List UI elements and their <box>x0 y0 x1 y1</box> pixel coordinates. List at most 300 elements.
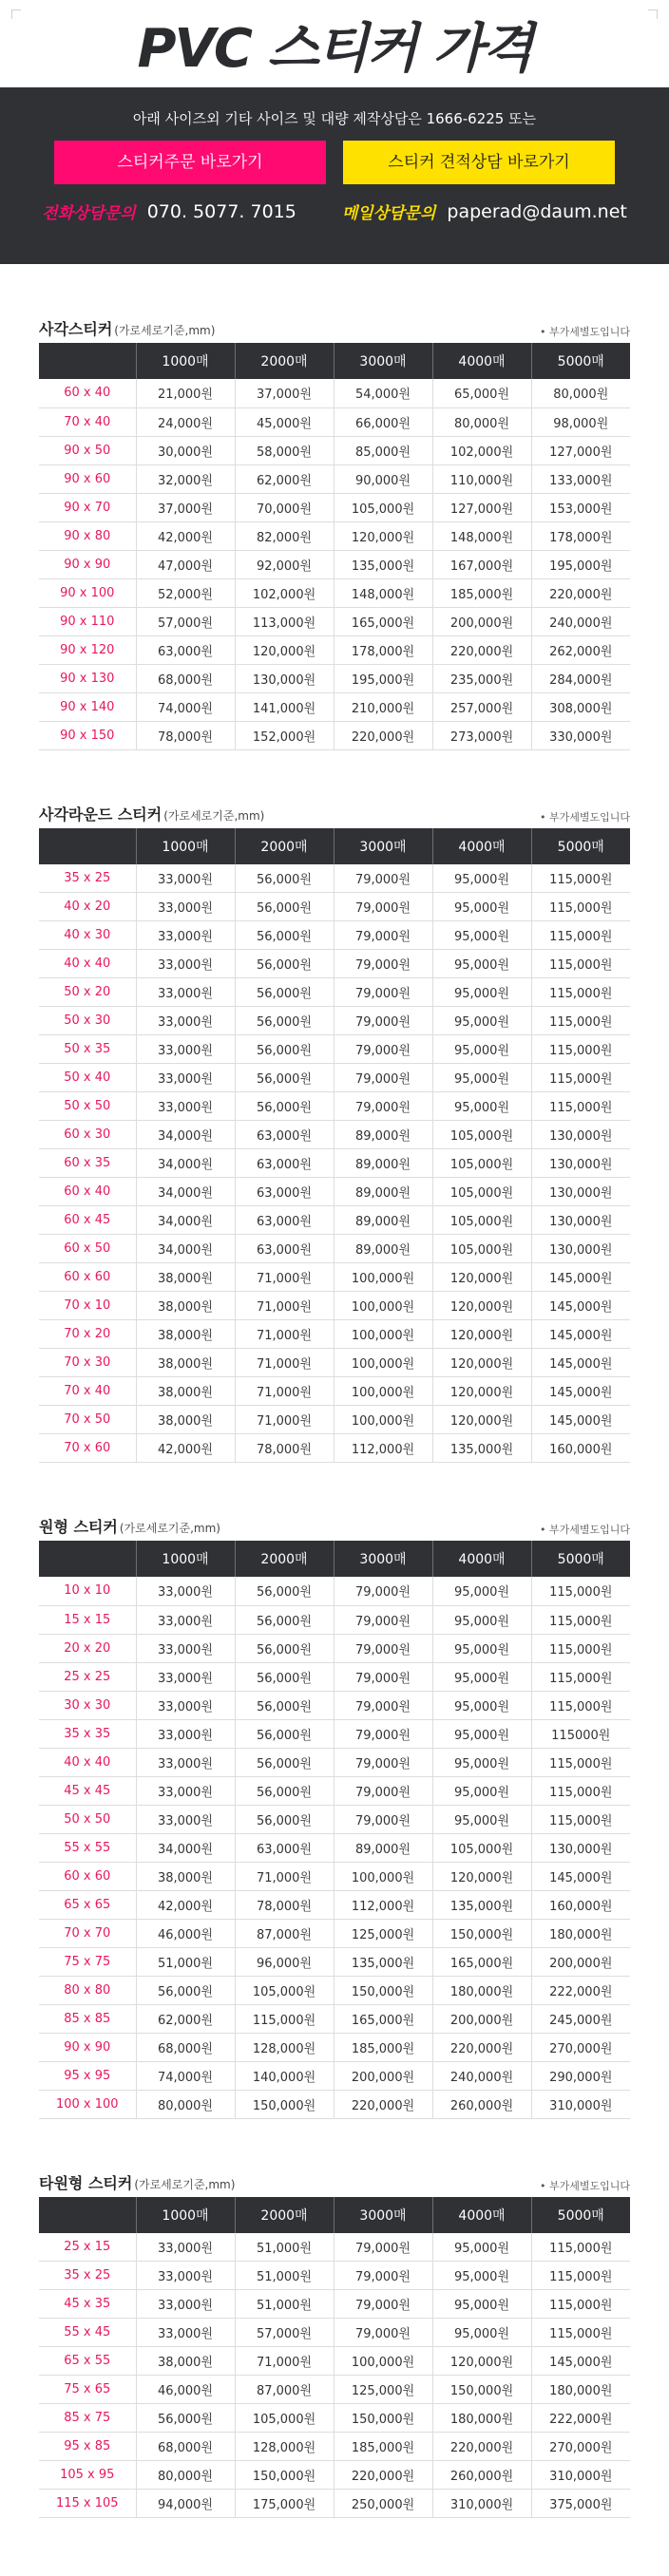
price-cell: 115,000원 <box>531 1577 630 1605</box>
price-cell: 220,000원 <box>432 2033 531 2061</box>
price-cell: 56,000원 <box>235 1064 334 1092</box>
price-cell: 220,000원 <box>334 2461 432 2490</box>
price-cell: 125,000원 <box>334 1919 432 1947</box>
table-row <box>39 1035 630 1064</box>
price-cell: 33,000원 <box>136 2319 235 2347</box>
price-cell: 150,000원 <box>334 2404 432 2433</box>
price-cell: 130,000원 <box>531 1149 630 1178</box>
price-cell: 89,000원 <box>334 1178 432 1206</box>
table-row <box>39 407 630 436</box>
price-section <box>0 802 669 1464</box>
price-cell: 135,000원 <box>432 1890 531 1919</box>
price-cell: 58,000원 <box>235 436 334 464</box>
price-cell: 128,000원 <box>235 2033 334 2061</box>
price-cell: 95,000원 <box>432 893 531 921</box>
price-cell: 100,000원 <box>334 1349 432 1377</box>
price-cell: 115,000원 <box>531 1691 630 1719</box>
column-header: 2000매 <box>235 828 334 864</box>
price-cell: 290,000원 <box>531 2061 630 2090</box>
price-cell: 145,000원 <box>531 2347 630 2376</box>
size-cell: 90 x 70 <box>39 493 136 521</box>
size-cell: 100 x 100 <box>39 2090 136 2118</box>
price-cell: 145,000원 <box>531 1292 630 1320</box>
section-unit: (가로세로기준,mm) <box>114 324 216 337</box>
column-header: 3000매 <box>334 2197 432 2233</box>
size-cell: 15 x 15 <box>39 1605 136 1634</box>
price-section <box>0 316 669 750</box>
price-cell: 80,000원 <box>136 2090 235 2118</box>
table-row <box>39 1263 630 1292</box>
size-cell: 115 x 105 <box>39 2490 136 2518</box>
price-cell: 260,000원 <box>432 2461 531 2490</box>
table-row <box>39 2404 630 2433</box>
price-cell: 105,000원 <box>235 2404 334 2433</box>
price-cell: 56,000원 <box>235 1007 334 1035</box>
price-cell: 95,000원 <box>432 1634 531 1662</box>
price-cell: 79,000원 <box>334 1776 432 1805</box>
sticker-order-button[interactable]: 스티커주문 바로가기 <box>54 141 326 184</box>
table-row <box>39 521 630 550</box>
size-cell: 60 x 35 <box>39 1149 136 1178</box>
price-cell: 92,000원 <box>235 550 334 578</box>
table-row <box>39 1577 630 1605</box>
table-row <box>39 893 630 921</box>
price-cell: 79,000원 <box>334 1007 432 1035</box>
price-cell: 70,000원 <box>235 493 334 521</box>
price-cell: 115,000원 <box>531 1035 630 1064</box>
size-cell: 40 x 30 <box>39 921 136 950</box>
price-cell: 56,000원 <box>136 1976 235 2004</box>
price-cell: 145,000원 <box>531 1406 630 1434</box>
price-cell: 250,000원 <box>334 2490 432 2518</box>
price-cell: 115,000원 <box>531 1634 630 1662</box>
table-row <box>39 1206 630 1235</box>
table-row <box>39 1007 630 1035</box>
price-cell: 57,000원 <box>235 2319 334 2347</box>
price-cell: 115,000원 <box>531 950 630 978</box>
price-cell: 46,000원 <box>136 1919 235 1947</box>
email-contact <box>342 199 627 223</box>
price-sections <box>0 316 669 2518</box>
table-row <box>39 635 630 664</box>
price-cell: 165,000원 <box>432 1947 531 1976</box>
table-row <box>39 1662 630 1691</box>
price-cell: 95,000원 <box>432 950 531 978</box>
price-cell: 95,000원 <box>432 978 531 1007</box>
size-cell: 40 x 20 <box>39 893 136 921</box>
price-cell: 79,000원 <box>334 1577 432 1605</box>
price-cell: 51,000원 <box>136 1947 235 1976</box>
price-cell: 100,000원 <box>334 1320 432 1349</box>
size-cell: 30 x 30 <box>39 1691 136 1719</box>
size-cell: 60 x 60 <box>39 1862 136 1890</box>
price-cell: 115,000원 <box>531 2319 630 2347</box>
price-cell: 71,000원 <box>235 1263 334 1292</box>
size-cell: 60 x 45 <box>39 1206 136 1235</box>
price-cell: 245,000원 <box>531 2004 630 2033</box>
price-cell: 56,000원 <box>235 950 334 978</box>
price-cell: 105,000원 <box>432 1833 531 1862</box>
price-cell: 130,000원 <box>531 1235 630 1263</box>
price-cell: 33,000원 <box>136 1805 235 1833</box>
price-cell: 145,000원 <box>531 1263 630 1292</box>
table-header-row <box>39 343 630 379</box>
price-cell: 130,000원 <box>531 1833 630 1862</box>
vat-note: • 부가세별도입니다 <box>540 326 630 338</box>
price-cell: 71,000원 <box>235 1320 334 1349</box>
section-title-text: 사각라운드 스티커 <box>39 805 162 824</box>
price-cell: 38,000원 <box>136 1349 235 1377</box>
price-cell: 56,000원 <box>235 1605 334 1634</box>
price-cell: 33,000원 <box>136 1035 235 1064</box>
price-cell: 56,000원 <box>235 1092 334 1121</box>
price-cell: 54,000원 <box>334 379 432 407</box>
corner-bracket-decoration <box>648 9 658 19</box>
price-cell: 80,000원 <box>531 379 630 407</box>
size-cell: 70 x 40 <box>39 407 136 436</box>
price-cell: 33,000원 <box>136 1691 235 1719</box>
price-cell: 130,000원 <box>531 1206 630 1235</box>
table-row <box>39 1691 630 1719</box>
price-cell: 178,000원 <box>334 635 432 664</box>
price-cell: 79,000원 <box>334 1748 432 1776</box>
size-cell: 55 x 45 <box>39 2319 136 2347</box>
column-header: 2000매 <box>235 2197 334 2233</box>
price-cell: 45,000원 <box>235 407 334 436</box>
table-row <box>39 664 630 692</box>
column-header: 5000매 <box>531 2197 630 2233</box>
size-cell: 35 x 25 <box>39 2262 136 2290</box>
table-header-row <box>39 1541 630 1577</box>
price-cell: 89,000원 <box>334 1206 432 1235</box>
size-cell: 50 x 20 <box>39 978 136 1007</box>
price-cell: 195,000원 <box>531 550 630 578</box>
price-cell: 34,000원 <box>136 1235 235 1263</box>
table-row <box>39 2004 630 2033</box>
price-cell: 95,000원 <box>432 1719 531 1748</box>
price-cell: 95,000원 <box>432 1748 531 1776</box>
price-cell: 257,000원 <box>432 692 531 721</box>
price-cell: 260,000원 <box>432 2090 531 2118</box>
corner-bracket-decoration <box>11 9 21 19</box>
size-cell: 35 x 25 <box>39 864 136 893</box>
price-cell: 34,000원 <box>136 1121 235 1149</box>
price-cell: 24,000원 <box>136 407 235 436</box>
price-cell: 145,000원 <box>531 1862 630 1890</box>
table-row <box>39 1719 630 1748</box>
price-cell: 115,000원 <box>531 1805 630 1833</box>
table-row <box>39 1235 630 1263</box>
price-cell: 152,000원 <box>235 721 334 749</box>
price-cell: 42,000원 <box>136 1434 235 1463</box>
price-cell: 128,000원 <box>235 2433 334 2461</box>
column-header: 5000매 <box>531 343 630 379</box>
price-cell: 95,000원 <box>432 1776 531 1805</box>
column-header: 3000매 <box>334 343 432 379</box>
price-cell: 79,000원 <box>334 1092 432 1121</box>
price-cell: 79,000원 <box>334 893 432 921</box>
price-cell: 51,000원 <box>235 2262 334 2290</box>
price-cell: 120,000원 <box>432 1406 531 1434</box>
price-cell: 47,000원 <box>136 550 235 578</box>
size-cell: 70 x 50 <box>39 1406 136 1434</box>
price-cell: 115,000원 <box>531 1007 630 1035</box>
price-cell: 105,000원 <box>432 1121 531 1149</box>
size-cell: 25 x 15 <box>39 2233 136 2262</box>
column-header <box>39 828 136 864</box>
vat-note: • 부가세별도입니다 <box>540 2179 630 2192</box>
column-header: 4000매 <box>432 343 531 379</box>
price-cell: 68,000원 <box>136 2433 235 2461</box>
price-cell: 33,000원 <box>136 1776 235 1805</box>
price-cell: 79,000원 <box>334 921 432 950</box>
price-cell: 33,000원 <box>136 1007 235 1035</box>
price-cell: 56,000원 <box>235 864 334 893</box>
price-cell: 115,000원 <box>531 2262 630 2290</box>
size-cell: 50 x 30 <box>39 1007 136 1035</box>
price-cell: 63,000원 <box>235 1149 334 1178</box>
price-cell: 135,000원 <box>334 1947 432 1976</box>
price-cell: 33,000원 <box>136 1605 235 1634</box>
price-cell: 95,000원 <box>432 1064 531 1092</box>
price-cell: 34,000원 <box>136 1149 235 1178</box>
column-header <box>39 1541 136 1577</box>
price-cell: 165,000원 <box>334 2004 432 2033</box>
price-cell: 51,000원 <box>235 2290 334 2319</box>
price-cell: 120,000원 <box>432 1377 531 1406</box>
price-cell: 95,000원 <box>432 1092 531 1121</box>
price-cell: 120,000원 <box>432 1320 531 1349</box>
price-cell: 310,000원 <box>432 2490 531 2518</box>
price-cell: 79,000원 <box>334 1634 432 1662</box>
column-header <box>39 343 136 379</box>
section-header <box>39 1514 630 1537</box>
price-cell: 195,000원 <box>334 664 432 692</box>
price-cell: 115,000원 <box>235 2004 334 2033</box>
section-title <box>39 317 215 339</box>
price-cell: 80,000원 <box>136 2461 235 2490</box>
table-row <box>39 2090 630 2118</box>
price-cell: 33,000원 <box>136 893 235 921</box>
price-cell: 71,000원 <box>235 1862 334 1890</box>
size-cell: 85 x 85 <box>39 2004 136 2033</box>
price-cell: 180,000원 <box>531 1919 630 1947</box>
price-cell: 79,000원 <box>334 978 432 1007</box>
table-row <box>39 692 630 721</box>
price-cell: 33,000원 <box>136 978 235 1007</box>
table-row <box>39 1406 630 1434</box>
table-row <box>39 550 630 578</box>
table-row <box>39 2490 630 2518</box>
section-title-text: 사각스티커 <box>39 320 113 338</box>
price-cell: 95,000원 <box>432 2319 531 2347</box>
price-cell: 79,000원 <box>334 1064 432 1092</box>
column-header: 1000매 <box>136 2197 235 2233</box>
section-title <box>39 2171 235 2193</box>
price-cell: 148,000원 <box>334 578 432 607</box>
contact-band <box>0 87 669 264</box>
price-cell: 175,000원 <box>235 2490 334 2518</box>
size-cell: 20 x 20 <box>39 1634 136 1662</box>
price-cell: 105,000원 <box>432 1235 531 1263</box>
section-header <box>39 2170 630 2193</box>
size-cell: 60 x 50 <box>39 1235 136 1263</box>
price-cell: 115,000원 <box>531 1092 630 1121</box>
price-cell: 220,000원 <box>432 2433 531 2461</box>
price-cell: 220,000원 <box>334 2090 432 2118</box>
price-cell: 34,000원 <box>136 1178 235 1206</box>
phone-label: 전화상담문의 <box>42 204 136 223</box>
price-cell: 115,000원 <box>531 1064 630 1092</box>
price-cell: 112,000원 <box>334 1890 432 1919</box>
price-cell: 150,000원 <box>432 1919 531 1947</box>
price-cell: 100,000원 <box>334 2347 432 2376</box>
column-header: 1000매 <box>136 828 235 864</box>
price-cell: 105,000원 <box>432 1149 531 1178</box>
email-address[interactable]: paperad@daum.net <box>447 200 627 222</box>
price-cell: 150,000원 <box>235 2090 334 2118</box>
price-cell: 71,000원 <box>235 1377 334 1406</box>
price-cell: 32,000원 <box>136 464 235 493</box>
size-cell: 50 x 35 <box>39 1035 136 1064</box>
price-cell: 56,000원 <box>235 978 334 1007</box>
table-row <box>39 607 630 635</box>
price-table <box>39 2197 630 2519</box>
table-row <box>39 436 630 464</box>
section-header <box>39 802 630 824</box>
price-cell: 112,000원 <box>334 1434 432 1463</box>
price-cell: 56,000원 <box>235 921 334 950</box>
price-cell: 270,000원 <box>531 2033 630 2061</box>
price-cell: 105,000원 <box>334 493 432 521</box>
price-cell: 102,000원 <box>432 436 531 464</box>
column-header: 5000매 <box>531 828 630 864</box>
price-cell: 56,000원 <box>235 1035 334 1064</box>
price-cell: 89,000원 <box>334 1235 432 1263</box>
price-cell: 153,000원 <box>531 493 630 521</box>
table-row <box>39 1377 630 1406</box>
price-cell: 56,000원 <box>235 1577 334 1605</box>
size-cell: 90 x 140 <box>39 692 136 721</box>
price-cell: 95,000원 <box>432 1035 531 1064</box>
price-cell: 180,000원 <box>432 2404 531 2433</box>
price-cell: 95,000원 <box>432 1577 531 1605</box>
size-cell: 45 x 35 <box>39 2290 136 2319</box>
price-cell: 222,000원 <box>531 2404 630 2433</box>
price-cell: 130,000원 <box>235 664 334 692</box>
price-cell: 33,000원 <box>136 1577 235 1605</box>
price-cell: 65,000원 <box>432 379 531 407</box>
price-cell: 95,000원 <box>432 864 531 893</box>
price-cell: 79,000원 <box>334 1805 432 1833</box>
price-cell: 71,000원 <box>235 2347 334 2376</box>
price-cell: 167,000원 <box>432 550 531 578</box>
price-cell: 63,000원 <box>235 1178 334 1206</box>
price-cell: 89,000원 <box>334 1833 432 1862</box>
price-cell: 71,000원 <box>235 1406 334 1434</box>
price-cell: 105,000원 <box>432 1178 531 1206</box>
price-cell: 38,000원 <box>136 1263 235 1292</box>
table-row <box>39 2262 630 2290</box>
size-cell: 35 x 35 <box>39 1719 136 1748</box>
price-cell: 79,000원 <box>334 2233 432 2262</box>
size-cell: 40 x 40 <box>39 1748 136 1776</box>
size-cell: 90 x 90 <box>39 550 136 578</box>
size-cell: 90 x 50 <box>39 436 136 464</box>
price-cell: 180,000원 <box>531 2376 630 2404</box>
section-title <box>39 1515 220 1537</box>
sticker-quote-button[interactable]: 스티커 견적상담 바로가기 <box>343 141 615 184</box>
size-cell: 95 x 85 <box>39 2433 136 2461</box>
size-cell: 60 x 60 <box>39 1263 136 1292</box>
price-cell: 90,000원 <box>334 464 432 493</box>
size-cell: 90 x 130 <box>39 664 136 692</box>
price-cell: 95,000원 <box>432 1691 531 1719</box>
table-row <box>39 1292 630 1320</box>
price-cell: 115,000원 <box>531 1662 630 1691</box>
size-cell: 55 x 55 <box>39 1833 136 1862</box>
column-header: 1000매 <box>136 343 235 379</box>
price-cell: 95,000원 <box>432 1662 531 1691</box>
price-cell: 62,000원 <box>235 464 334 493</box>
table-row <box>39 1320 630 1349</box>
table-row <box>39 1634 630 1662</box>
section-title <box>39 803 264 824</box>
price-cell: 38,000원 <box>136 1320 235 1349</box>
table-header-row <box>39 828 630 864</box>
column-header: 1000매 <box>136 1541 235 1577</box>
price-cell: 42,000원 <box>136 521 235 550</box>
price-cell: 34,000원 <box>136 1206 235 1235</box>
size-cell: 40 x 40 <box>39 950 136 978</box>
table-row <box>39 1890 630 1919</box>
price-cell: 220,000원 <box>432 635 531 664</box>
price-cell: 33,000원 <box>136 864 235 893</box>
price-cell: 95,000원 <box>432 921 531 950</box>
contact-row <box>0 199 669 223</box>
table-row <box>39 2061 630 2090</box>
price-cell: 87,000원 <box>235 1919 334 1947</box>
price-cell: 74,000원 <box>136 2061 235 2090</box>
price-cell: 78,000원 <box>136 721 235 749</box>
column-header <box>39 2197 136 2233</box>
size-cell: 80 x 80 <box>39 1976 136 2004</box>
table-row <box>39 2433 630 2461</box>
price-cell: 127,000원 <box>531 436 630 464</box>
price-cell: 160,000원 <box>531 1434 630 1463</box>
price-cell: 68,000원 <box>136 664 235 692</box>
price-cell: 30,000원 <box>136 436 235 464</box>
table-row <box>39 1605 630 1634</box>
price-cell: 120,000원 <box>432 1349 531 1377</box>
table-row <box>39 721 630 749</box>
price-cell: 74,000원 <box>136 692 235 721</box>
vat-note: • 부가세별도입니다 <box>540 810 630 824</box>
price-cell: 37,000원 <box>136 493 235 521</box>
phone-number[interactable]: 070. 5077. 7015 <box>146 200 296 222</box>
price-cell: 115,000원 <box>531 2290 630 2319</box>
price-cell: 222,000원 <box>531 1976 630 2004</box>
column-header: 5000매 <box>531 1541 630 1577</box>
size-cell: 90 x 80 <box>39 521 136 550</box>
price-cell: 79,000원 <box>334 1035 432 1064</box>
column-header: 4000매 <box>432 2197 531 2233</box>
column-header: 3000매 <box>334 828 432 864</box>
price-cell: 120,000원 <box>432 1292 531 1320</box>
price-cell: 56,000원 <box>235 1662 334 1691</box>
size-cell: 45 x 45 <box>39 1776 136 1805</box>
price-cell: 130,000원 <box>531 1121 630 1149</box>
